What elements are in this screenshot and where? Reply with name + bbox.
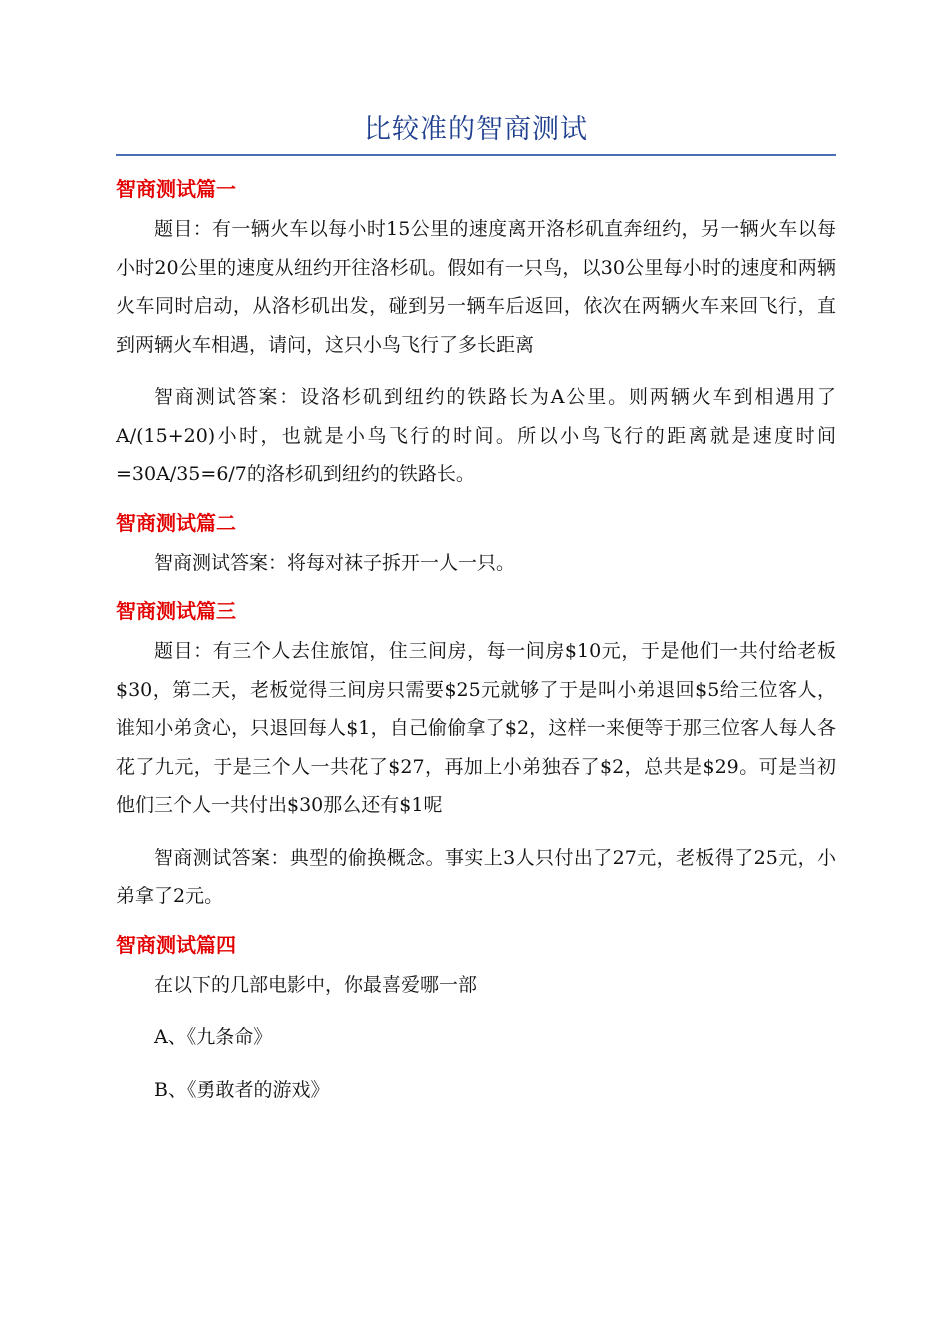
document-title: 比较准的智商测试 [116,110,836,156]
section-3 [116,596,836,916]
answer-paragraph: 智商测试答案：设洛杉矶到纽约的铁路长为A公里。则两辆火车到相遇用了A/(15+20)小时，也就是小鸟飞行的时间。所以小鸟飞行的距离就是速度时间=30A/35=6/7的洛杉矶到纽约的铁路长。 [116,386,836,485]
option-item: A、《九条命》 [154,1026,273,1048]
question-paragraph: 在以下的几部电影中，你最喜爱哪一部 [154,973,478,996]
section-heading: 智商测试篇四 [116,932,236,957]
document-page [116,110,836,1123]
question-paragraph: 题目：有三个人去住旅馆，住三间房，每一间房$10元，于是他们一共付给老板$30，第二天，老板觉得三间房只需要$25元就够了于是叫小弟退回$5给三位客人，谁知小弟贪心，只退回每人$1，自己偷偷拿了$2，这样一来便等于那三位客人每人各花了九元，于是三个人一共花了$27，再加上小弟独吞了$2，总共是$29。可是当初他们三个人一共付出$30那么还有$1呢 [116,640,836,816]
question-paragraph: 题目：有一辆火车以每小时15公里的速度离开洛杉矶直奔纽约，另一辆火车以每小时20公里的速度从纽约开往洛杉矶。假如有一只鸟，以30公里每小时的速度和两辆火车同时启动，从洛杉矶出发，碰到另一辆车后返回，依次在两辆火车来回飞行，直到两辆火车相遇，请问，这只小鸟飞行了多长距离 [116,218,836,356]
section-2 [116,508,836,583]
section-4 [116,930,836,1110]
section-heading: 智商测试篇二 [116,510,236,535]
section-heading: 智商测试篇三 [116,599,236,623]
option-item: B、《勇敢者的游戏》 [154,1078,330,1101]
section-1 [116,174,836,494]
section-heading: 智商测试篇一 [116,177,236,201]
answer-paragraph: 智商测试答案：典型的偷换概念。事实上3人只付出了27元，老板得了25元，小弟拿了2元。 [116,846,836,907]
answer-paragraph: 智商测试答案：将每对袜子拆开一人一只。 [154,551,516,574]
